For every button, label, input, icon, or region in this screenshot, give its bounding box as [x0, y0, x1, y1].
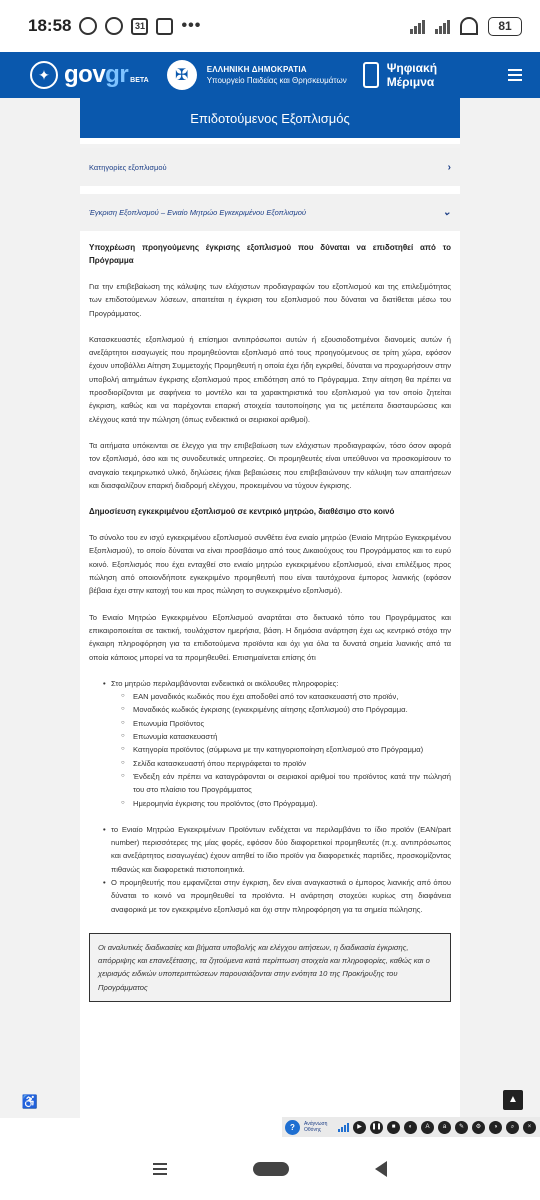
paragraph: Τα αιτήματα υπόκεινται σε έλεγχο για την επιβεβαίωση των ελάχιστων προδιαγραφών, τόσο όσον αφορά τον εξοπλισμό, όσο και τις συνοδευτικές υπηρεσίες. Οι προμηθευτές είναι υπεύθυνοι να προσκομίσουν το αναγκαίο τεκμηριωτικό υλικό, δηλώσεις ή/και βεβαιώσεις που επιβεβαιώνουν την κάλυψη των απαιτήσεων και διασφαλίζουν επαρκή διαδρομή ελέγχου, προκειμένου να τύχουν έγκρισης.	[89, 440, 451, 490]
accordion-panel	[80, 232, 460, 1142]
sub-list	[111, 690, 451, 810]
ministry-block	[167, 60, 347, 90]
list-item: • Ο προμηθευτής που εμφανίζεται στην έγκριση, δεν είναι αναγκαστικά ο έμπορος λιανικής από όπου δύναται το κοινό να προμηθευθεί τα προϊόντα. Η ανάρτηση στοχεύει κυρίως στη διαφάνεια αναφορικά με τον εγκεκριμένο εξοπλισμό και όχι στην πληροφόρηση για τα σημεία πώλησης.	[111, 876, 451, 916]
text-larger-icon[interactable]: A	[421, 1121, 434, 1134]
ministry-line2: Υπουργείο Παιδείας και Θρησκευμάτων	[206, 76, 347, 85]
list-item-text: Στο μητρώο περιλαμβάνονται ενδεικτικά οι ακόλουθες πληροφορίες:	[111, 678, 339, 688]
battery-icon: 81	[488, 17, 522, 36]
back-icon[interactable]	[375, 1161, 387, 1177]
more-notifications-icon: •••	[181, 17, 202, 34]
notice-box: Οι αναλυτικές διαδικασίες και βήματα υποβολής και ελέγχου αιτήσεων, η διαδικασία έγκρισης, απόρριψης και επανεξέτασης, τα ζητούμενα κατά περίπτωση στοιχεία και πληροφορίες, καθώς και ο χειρισμός ειδικών υποπεριπτώσεων παρουσιάζονται στην ενότητα 10 της Προκήρυξης του Προγράμματος	[89, 933, 451, 1002]
list-item	[111, 677, 451, 810]
sub-list-item: ○ Επωνυμία Προϊόντος	[133, 717, 451, 730]
sub-list-item: ○ Ένδειξη εάν πρέπει να καταγράφονται οι σειριακοί αριθμοί του προϊόντος κατά την πώλησή του στο πλαίσιο του Προγράμματος	[133, 770, 451, 797]
gov-emblem-icon: ✦	[30, 61, 58, 89]
accessibility-icon[interactable]: ♿	[21, 1094, 39, 1109]
menu-icon[interactable]	[508, 69, 522, 81]
sub-list-item: ○ Ημερομηνία έγκρισης του προϊόντος (στο Πρόγραμμα).	[133, 797, 451, 810]
logo-gov-text: gov	[64, 61, 106, 88]
page-title: Επιδοτούμενος Εξοπλισμός	[80, 98, 460, 138]
ministry-line1: ΕΛΛΗΝΙΚΗ ΔΗΜΟΚΡΑΤΙΑ	[206, 65, 307, 74]
settings-icon[interactable]: ⚙	[472, 1121, 485, 1134]
screen-reader-label: Ανάγνωση Οθόνης	[304, 1121, 328, 1133]
screen-reader-icon[interactable]: ?	[285, 1120, 300, 1135]
viber-icon	[105, 17, 123, 35]
sub-list-item: ○ EAN μοναδικός κωδικός που έχει αποδοθεί από τον κατασκευαστή στο προϊόν,	[133, 690, 451, 703]
recents-icon[interactable]	[153, 1163, 167, 1175]
paragraph: Το Ενιαίο Μητρώο Εγκεκριμένου Εξοπλισμού αναρτάται στο δικτυακό τόπο του Προγράμματος και επικαιροποιείται σε τακτική, τουλάχιστον ημερήσια, βάση. Η δημόσια ανάρτηση έχει ως κεντρικό στόχο την έγκαιρη πληροφόρηση για τα επιδοτούμενα προϊόντα και όχι για όλα τα δυνατά σημεία λιανικής από τα οποία κάποιος μπορεί να τα προμηθευθεί. Επισημαίνεται επίσης ότι	[89, 612, 451, 662]
section-heading: Δημοσίευση εγκεκριμένου εξοπλισμού σε κεντρικό μητρώο, διαθέσιμο στο κοινό	[89, 507, 395, 517]
close-icon[interactable]: ×	[523, 1121, 536, 1134]
alarm-icon	[79, 17, 97, 35]
beta-badge: BETA	[130, 76, 149, 84]
pause-icon[interactable]: ❚❚	[370, 1121, 383, 1134]
paragraph: Κατασκευαστές εξοπλισμού ή επίσημοι αντιπρόσωποι αυτών ή εξουσιοδοτημένοι διανομείς αυτών ή ανεξάρτητοι εισαγωγείς που προμηθεύονται εξοπλισμό από τους προηγούμενους σε τρίτη χώρα, εφόσον έχουν υποβάλλει Αίτηση Συμμετοχής Προμηθευτή η οποία έχει ήδη εγκριθεί, δύναται να προχωρήσουν στην υποβολή αιτημάτων έγκρισης εξοπλισμού προς επιδότηση από το Πρόγραμμα. Στην αίτηση θα πρέπει να προσδιορίζονται με σαφήνεια το μοντέλο και τα χαρακτηριστικά του εξοπλισμού για τον οποίο ζητείται έγκριση, καθώς και να παρέχονται επαρκή στοιχεία ταυτοποίησης για τις μετέπειτα διασταυρώσεις και ελέγχους κατά την πώληση (όπως ενδεικτικά οι σειριακοί αριθμοί).	[89, 334, 451, 424]
sub-list-item: ○ Κατηγορία προϊόντος (σύμφωνα με την κατηγοριοποίηση εξοπλισμού στο Πρόγραμμα)	[133, 743, 451, 756]
accordion-label: Έγκριση Εξοπλισμού – Ενιαίο Μητρώο Εγκεκριμένου Εξοπλισμού	[89, 208, 306, 217]
status-time: 18:58	[28, 16, 72, 35]
paragraph: Το σύνολο του εν ισχύ εγκεκριμένου εξοπλισμού συνθέτει ένα ενιαίο μητρώο (Ενιαίο Μητρώο Εγκεκριμένου Εξοπλισμού), το οποίο δύναται να είναι προσβάσιμο από τους Δικαιούχους του Προγράμματος και το ευρύ κοινό. Εξοπλισμός που έχει ενταχθεί στο ενιαίο μητρώο εγκεκριμένου εξοπλισμού, είναι επιλέξιμος προς πώληση από οποιονδήποτε εγκεκριμένο προμηθευτή που είναι ταυτόχρονα έμπορος λιανικής (εφόσον βέβαια έχει στην κατοχή του και προς πώληση το συγκεκριμένο εξοπλισμό).	[89, 533, 451, 596]
list-item: • το Ενιαίο Μητρώο Εγκεκριμένων Προϊόντων ενδέχεται να περιλαμβάνει το ίδιο προϊόν (EAN/part number) περισσότερες της μίας φορές, εφόσον δύο διαφορετικοί προμηθευτές (π.χ. αντιπρόσωπος και ανεξάρτητος εισαγωγέας) έχουν αιτηθεί το ίδιο προϊόν για διαφορετικές παρτίδες, προσκομίζοντας πιθανώς και διαφορετικά πιστοποιητικά.	[111, 823, 451, 876]
phone-icon	[363, 62, 379, 88]
system-nav-bar	[0, 1137, 540, 1200]
screen-reader-toolbar	[282, 1117, 540, 1137]
accordion-equipment-approval[interactable]	[80, 194, 460, 232]
grayscale-icon[interactable]: ◑	[489, 1121, 502, 1134]
chevron-down-icon: ⌄	[442, 207, 451, 218]
govgr-logo[interactable]	[64, 61, 128, 89]
contrast-icon[interactable]: ◐	[404, 1121, 417, 1134]
section-heading: Υποχρέωση προηγούμενης έγκρισης εξοπλισμού που δύναται να επιδοτηθεί από το Πρόγραμμα	[89, 243, 451, 265]
status-bar	[0, 0, 540, 52]
notes-icon	[156, 18, 173, 35]
site-header	[0, 52, 540, 98]
wifi-icon	[460, 17, 478, 35]
logo-gr-text: gr	[105, 61, 129, 88]
status-right	[410, 17, 522, 36]
signal-2-icon	[435, 18, 450, 34]
sub-list-item: ○ Σελίδα κατασκευαστή όπου περιγράφεται το προϊόν	[133, 757, 451, 770]
stop-icon[interactable]: ■	[387, 1121, 400, 1134]
digital-care-logo[interactable]	[363, 61, 437, 89]
accordion-equipment-categories[interactable]	[80, 148, 460, 186]
volume-icon[interactable]	[338, 1123, 349, 1132]
calendar-icon: 31	[131, 18, 148, 35]
signal-icon	[410, 18, 425, 34]
text-smaller-icon[interactable]: a	[438, 1121, 451, 1134]
digital-line2: Μέριμνα	[386, 75, 435, 89]
status-icons-left	[79, 17, 201, 35]
paragraph: Για την επιβεβαίωση της κάλυψης των ελάχιστων προδιαγραφών του εξοπλισμού και της επιλεξιμότητας των επιδοτούμενων λύσεων, απαιτείται η έγκριση του εξοπλισμού που δύναται να διατίθεται μέσω του Προγράμματος.	[89, 282, 451, 318]
sub-list-item: ○ Μοναδικός κωδικός έγκρισης (εγκεκριμένης αίτησης εξοπλισμού) στο Πρόγραμμα.	[133, 703, 451, 716]
sub-list-item: ○ Επωνυμία κατασκευαστή	[133, 730, 451, 743]
search-icon[interactable]: ⌕	[506, 1121, 519, 1134]
bullet-list	[89, 677, 451, 916]
highlight-icon[interactable]: ✎	[455, 1121, 468, 1134]
home-button[interactable]	[253, 1162, 289, 1176]
accordion-label: Κατηγορίες εξοπλισμού	[89, 162, 167, 172]
main-content	[80, 98, 460, 1142]
coat-of-arms-icon: ✠	[167, 60, 197, 90]
chevron-right-icon: ›	[447, 161, 451, 173]
digital-line1: Ψηφιακή	[386, 61, 438, 75]
scroll-to-top-button[interactable]: ▲	[503, 1090, 523, 1110]
play-icon[interactable]: ▶	[353, 1121, 366, 1134]
